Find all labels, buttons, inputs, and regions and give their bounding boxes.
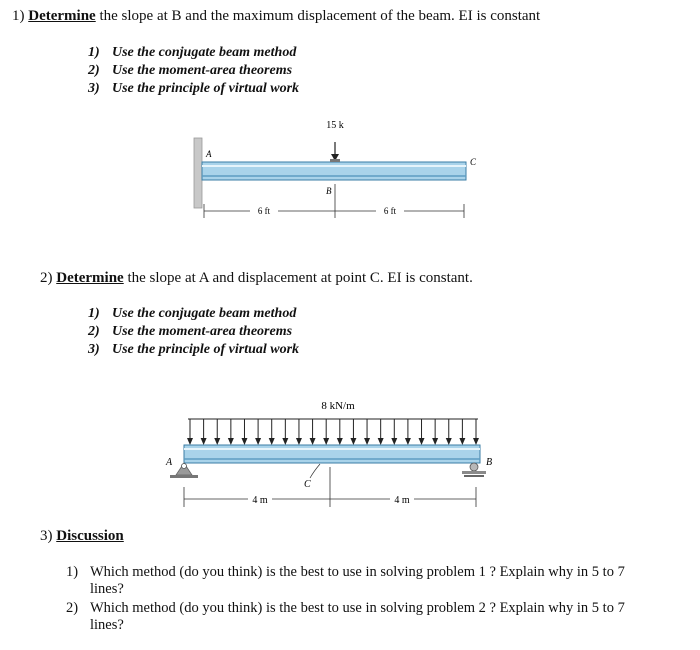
simply-supported-beam-figure <box>160 395 510 520</box>
label-c: C <box>470 157 477 167</box>
problem1-text: the slope at B and the maximum displacement of the beam. EI is constant <box>95 8 541 24</box>
cantilever-beam-figure <box>180 110 500 230</box>
load-arrowhead <box>296 438 302 445</box>
load-arrowhead <box>432 438 438 445</box>
distributed-load-label: 8 kN/m <box>321 400 355 412</box>
beam <box>202 162 466 180</box>
label-b: B <box>326 186 332 196</box>
load-arrowhead <box>214 438 220 445</box>
problem1-keyword: Determine <box>28 8 96 24</box>
roller-support-b <box>462 463 486 477</box>
problem1-number: 1) <box>12 8 25 24</box>
load-arrowhead <box>337 438 343 445</box>
problem2-number: 2) <box>40 270 53 286</box>
load-arrowhead <box>391 438 397 445</box>
load-arrowhead <box>255 438 261 445</box>
label-a: A <box>166 457 173 468</box>
problem2-statement <box>40 270 473 287</box>
discussion-number: 3) <box>40 528 53 544</box>
discussion-title: Discussion <box>56 528 124 544</box>
beam <box>184 445 480 463</box>
discussion-item: 1) Which method (do you think) is the best to use in solving problem 1 ? Explain why in 5 to 7 lines? <box>66 564 625 597</box>
fixed-wall <box>194 138 202 208</box>
method-item: 2) Use the moment-area theorems <box>88 63 293 78</box>
load-arrowhead <box>405 438 411 445</box>
load-arrowhead <box>419 438 425 445</box>
label-c: C <box>304 479 311 490</box>
label-a: A <box>206 149 212 159</box>
distributed-load-arrows <box>187 419 479 445</box>
problem2-text: the slope at A and displacement at point C. EI is constant. <box>123 270 473 286</box>
discussion-item: 2) Which method (do you think) is the best to use in solving problem 2 ? Explain why in 5 to 7 lines? <box>66 600 625 633</box>
problem2-keyword: Determine <box>56 270 124 286</box>
load-arrowhead <box>241 438 247 445</box>
load-arrowhead <box>364 438 370 445</box>
pin-support-a <box>170 463 198 478</box>
load-arrowhead <box>187 438 193 445</box>
dim-right-label: 6 ft <box>383 206 397 216</box>
load-label: 15 k <box>326 120 344 131</box>
problem1-methods <box>88 44 299 98</box>
dim-right-label: 4 m <box>394 495 410 506</box>
method-item: 2) Use the moment-area theorems <box>88 324 293 339</box>
dim-left-label: 6 ft <box>257 206 271 216</box>
load-arrowhead <box>350 438 356 445</box>
method-item: 1) Use the conjugate beam method <box>88 306 297 321</box>
load-arrowhead <box>473 438 479 445</box>
load-arrowhead <box>269 438 275 445</box>
label-b: B <box>486 457 493 468</box>
problem1-statement <box>12 8 540 25</box>
load-arrowhead <box>323 438 329 445</box>
load-arrowhead <box>459 438 465 445</box>
method-item: 3) Use the principle of virtual work <box>88 342 300 357</box>
problem2-methods <box>88 305 299 359</box>
load-arrowhead <box>310 438 316 445</box>
load-arrowhead <box>446 438 452 445</box>
load-arrowhead <box>201 438 207 445</box>
load-arrowhead <box>282 438 288 445</box>
method-item: 1) Use the conjugate beam method <box>88 45 297 60</box>
load-arrowhead <box>228 438 234 445</box>
load-arrowhead <box>378 438 384 445</box>
discussion-heading <box>40 528 124 545</box>
dim-left-label: 4 m <box>252 495 268 506</box>
method-item: 3) Use the principle of virtual work <box>88 81 300 96</box>
discussion-list <box>66 564 650 634</box>
